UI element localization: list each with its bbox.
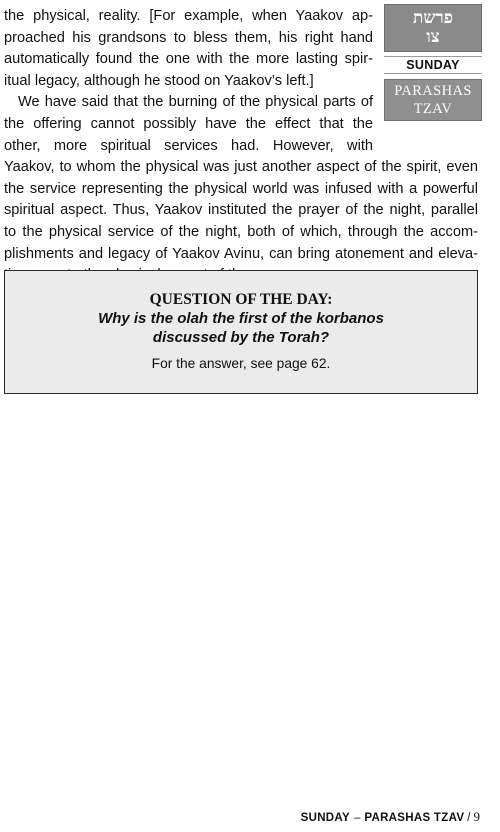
- parasha-name-label: [384, 79, 482, 121]
- body-line: to the physical service of the night, both of which, through the accom-: [4, 223, 478, 240]
- parashas-line-1: PARASHAS: [394, 83, 472, 99]
- body-line: itual legacy, although he stood on Yaakov’s left.]: [4, 72, 314, 89]
- body-line: the physical, reality. [For example, when Yaakov ap-: [4, 8, 373, 24]
- body-line: We have said that the burning of the physical parts of: [18, 94, 373, 111]
- question-text-line-1: Why is the olah the first of the korbanos: [98, 310, 384, 327]
- question-of-the-day-box: [4, 270, 478, 394]
- question-text-line-2: discussed by the Torah?: [152, 329, 330, 346]
- hebrew-parasha-label: [384, 4, 482, 52]
- body-line: Yaakov, to whom the physical was just another aspect of the spirit, even: [4, 159, 478, 176]
- footer-day: SUNDAY: [300, 812, 350, 824]
- body-line: automatically found the one with the more lasting spir-: [4, 51, 373, 68]
- footer-separator: –: [353, 812, 361, 824]
- body-line: proached his grandsons to bless them, his right hand: [4, 29, 373, 46]
- parashas-line-2: TZAV: [413, 101, 453, 117]
- body-line: plishments and legacy of Yaakov Avinu, can bring atonement and eleva-: [4, 245, 478, 262]
- hebrew-line-2: צו: [426, 27, 440, 47]
- body-line: other, more spiritual services had. However, with: [4, 137, 373, 154]
- body-line: spiritual aspect. Thus, Yaakov instituted the prayer of the night, parallel: [4, 202, 478, 219]
- answer-reference: For the answer, see page 62.: [151, 356, 331, 371]
- footer-parasha: PARASHAS TZAV: [364, 812, 465, 824]
- parasha-sidebar: [384, 4, 482, 121]
- body-line: the service representing the physical world was infused with a powerful: [4, 180, 478, 197]
- page-footer: [301, 809, 480, 825]
- question-title: QUESTION OF THE DAY:: [149, 291, 333, 308]
- hebrew-line-1: פרשת: [412, 8, 453, 28]
- day-label: SUNDAY: [384, 56, 482, 74]
- page-number: 9: [473, 809, 480, 824]
- body-line: the offering cannot possibly have the effect that the: [4, 115, 373, 132]
- footer-slash: /: [467, 812, 471, 824]
